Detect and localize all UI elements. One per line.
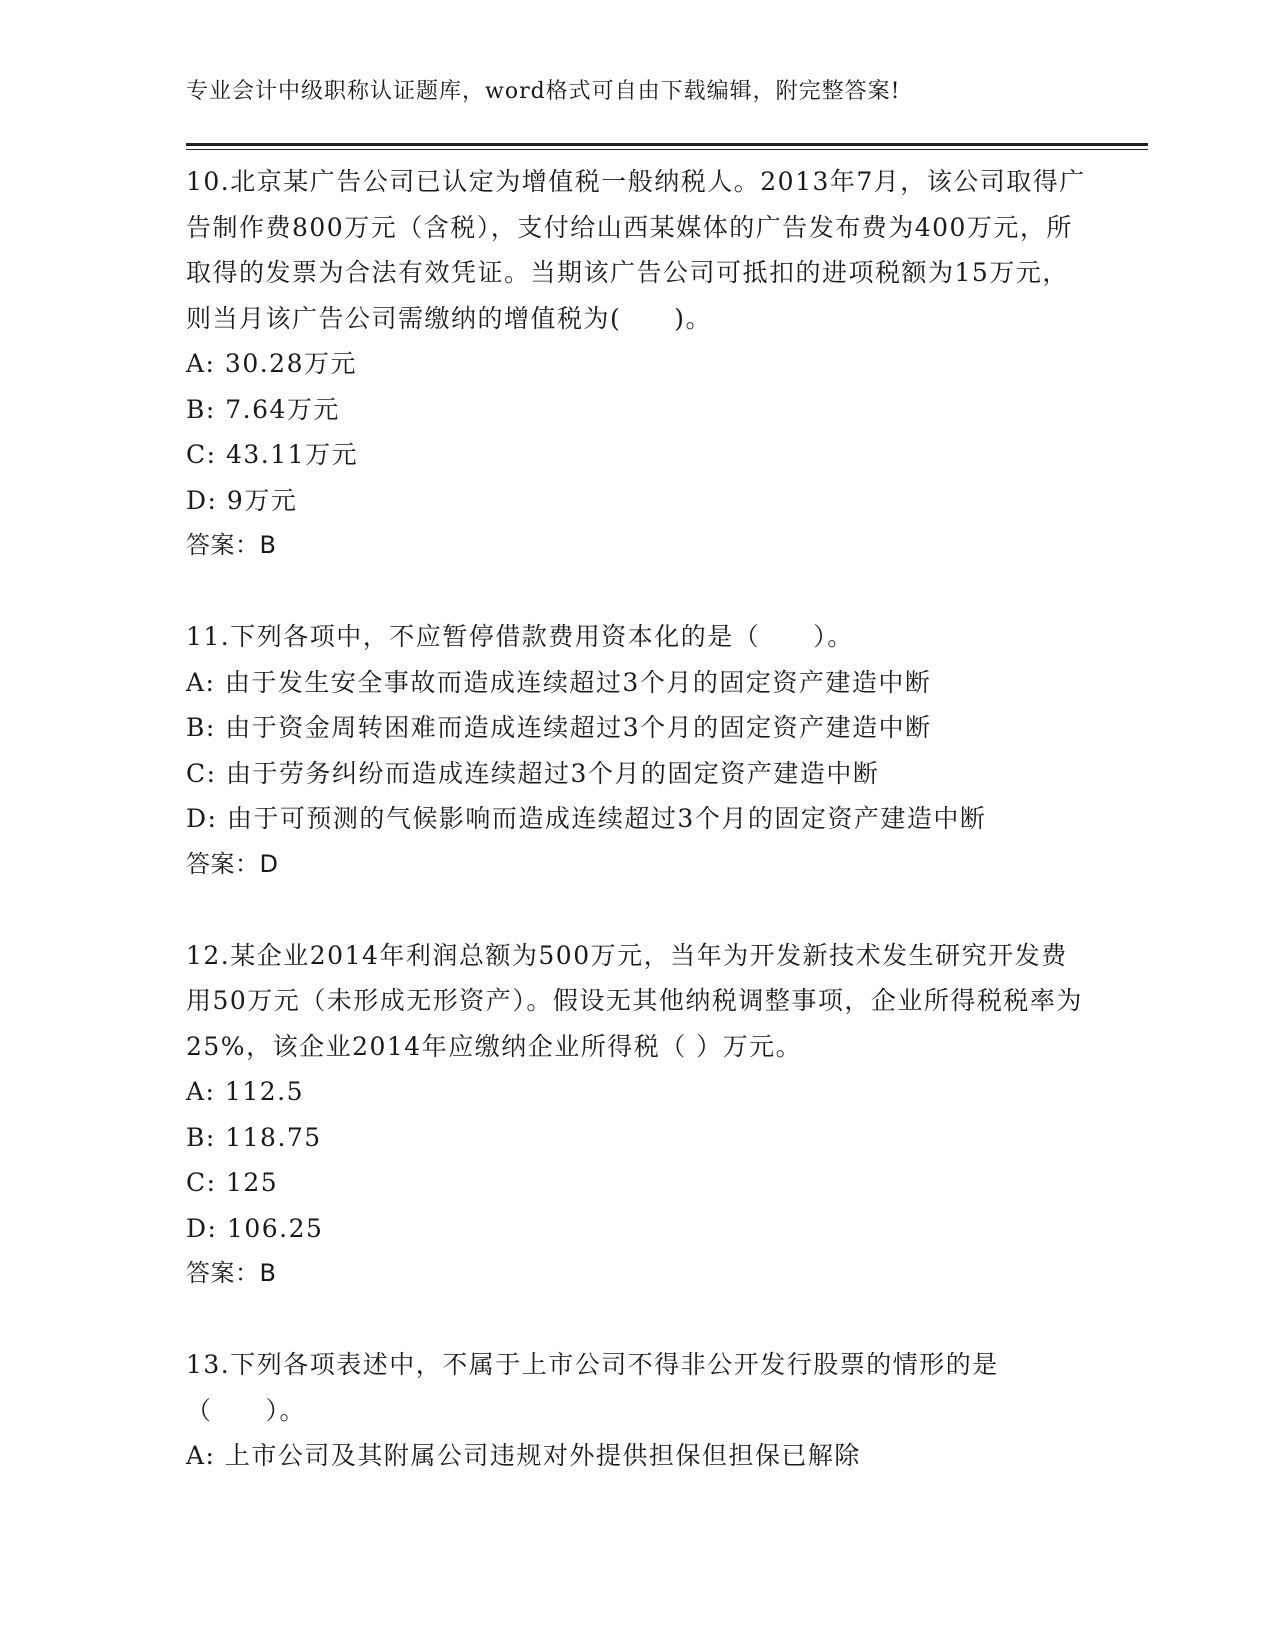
question-stem: 10.北京某广告公司已认定为增值税一般纳税人。2013年7月，该公司取得广告制作费800万元（含税），支付给山西某媒体的广告发布费为400万元，所取得的发票为合法有效凭证。当期该广告公司可抵扣的进项税额为15万元，则当月该广告公司需缴纳的增值税为( )。: [186, 167, 1086, 333]
option-a: A: 上市公司及其附属公司违规对外提供担保但担保已解除: [186, 1441, 861, 1470]
option-d: D: 由于可预测的气候影响而造成连续超过3个月的固定资产建造中断: [186, 804, 987, 833]
header-rule-thick: [186, 143, 1148, 146]
option-c: C: 由于劳务纠纷而造成连续超过3个月的固定资产建造中断: [186, 758, 880, 788]
option-b: B: 由于资金周转困难而造成连续超过3个月的固定资产建造中断: [186, 713, 932, 742]
option-a: A: 30.28万元: [186, 349, 357, 378]
answer: 答案：B: [186, 1259, 277, 1287]
option-b: B: 7.64万元: [186, 394, 340, 424]
answer: 答案：B: [186, 531, 277, 559]
option-b: B: 118.75: [186, 1122, 322, 1152]
question-13: [186, 1342, 1086, 1479]
question-stem: 11.下列各项中，不应暂停借款费用资本化的是（ ）。: [186, 622, 854, 651]
option-d: D: 9万元: [186, 485, 298, 515]
option-d: D: 106.25: [186, 1213, 324, 1243]
header-rule-thin: [186, 149, 1148, 150]
option-a: A: 由于发生安全事故而造成连续超过3个月的固定资产建造中断: [186, 667, 932, 697]
page-header: 专业会计中级职称认证题库，word格式可自由下载编辑，附完整答案!: [186, 79, 901, 104]
question-stem: 13.下列各项表述中，不属于上市公司不得非公开发行股票的情形的是（ ）。: [186, 1350, 999, 1425]
option-c: C: 125: [186, 1168, 279, 1197]
question-12: [186, 933, 1086, 1297]
question-10: [186, 159, 1086, 569]
question-11: [186, 614, 1086, 887]
answer: 答案：D: [186, 849, 279, 878]
question-stem: 12.某企业2014年利润总额为500万元，当年为开发新技术发生研究开发费用50万元（未形成无形资产）。假设无其他纳税调整事项，企业所得税税率为25%，该企业2014年应缴纳企业所得税（ ）万元。: [186, 940, 1083, 1061]
option-c: C: 43.11万元: [186, 440, 359, 469]
question-list: [186, 159, 1086, 1524]
option-a: A: 112.5: [186, 1077, 304, 1106]
